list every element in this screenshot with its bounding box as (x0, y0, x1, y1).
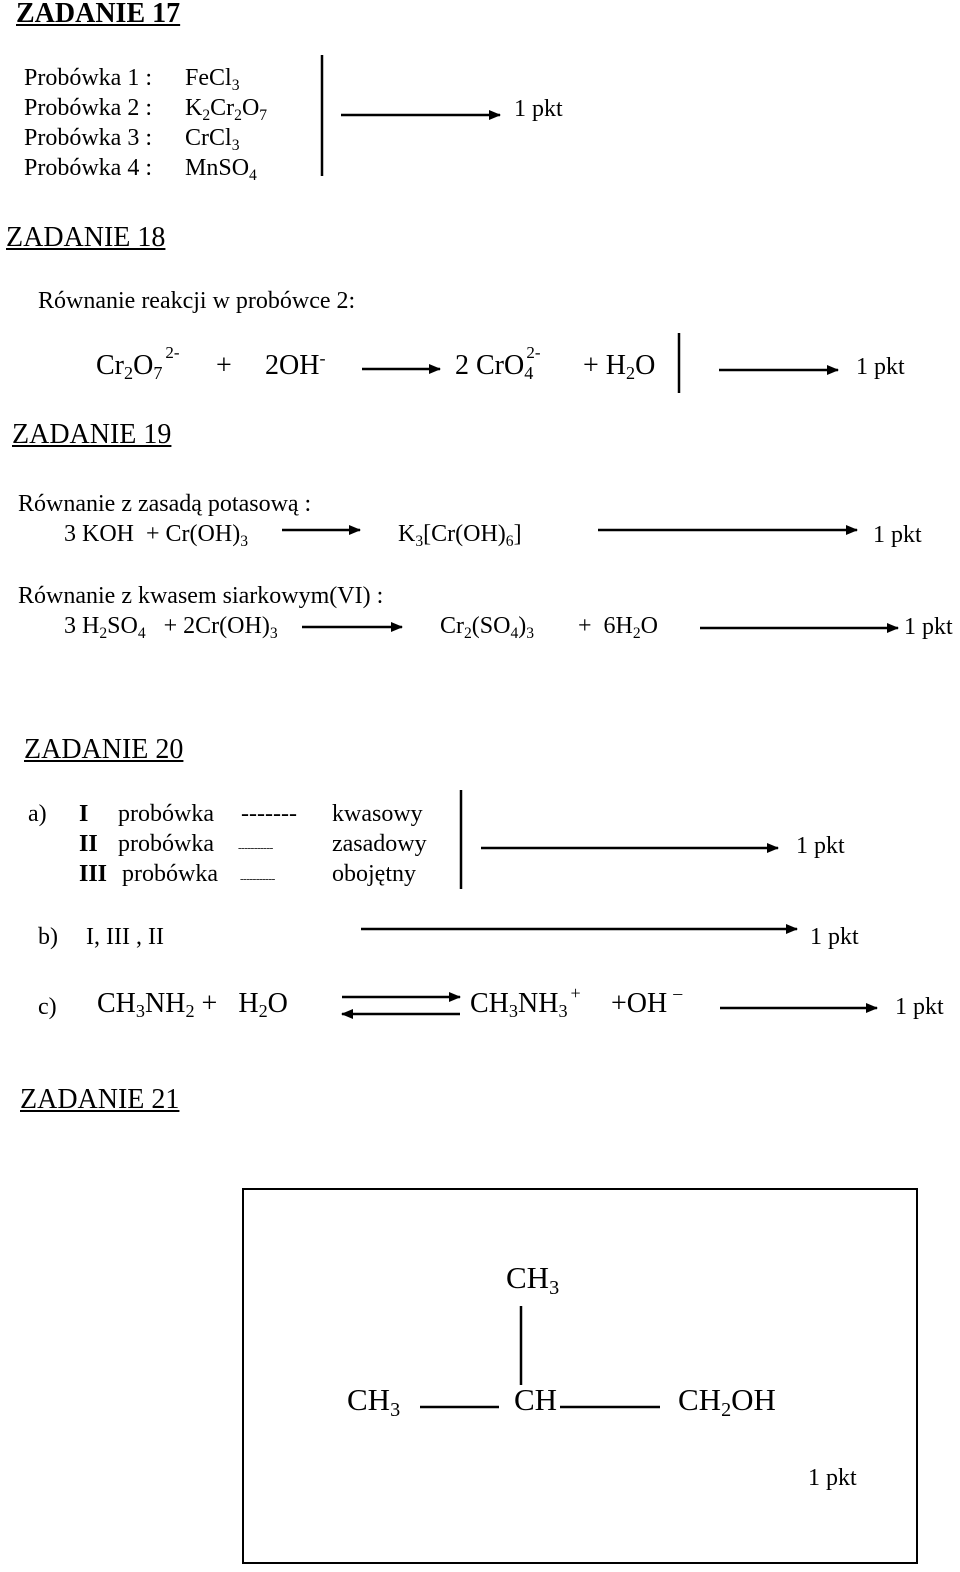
z18-reactant-hydroxide: 2OH- (265, 348, 326, 381)
z18-product-water: + $H_2O$ (583, 350, 656, 384)
z18-title: ZADANIE 18 (6, 222, 166, 253)
z21-right-ch2oh-group: $CH_2OH$ (678, 1382, 776, 1422)
z17-title: ZADANIE 17 (16, 0, 181, 29)
z19-eq1-points: 1 pkt (873, 522, 922, 548)
z18-product-chromate: 2 CrO$_4^{2-}$ (455, 343, 541, 384)
z20a-row-3-dash: ----------- (240, 873, 275, 885)
z21-title: ZADANIE 21 (20, 1084, 180, 1115)
z19-eq2-product-water: + $6H_2O$ (578, 613, 659, 642)
z20a-row-3-number: III (79, 861, 108, 887)
z19-intro-koh: Równanie z zasadą potasową : (18, 491, 312, 517)
z20c-label: c) (38, 994, 57, 1020)
z20a-row-1-word: probówka (118, 801, 214, 827)
z18-intro: Równanie reakcji w probówce 2: (38, 288, 356, 314)
z21-points: 1 pkt (808, 1465, 857, 1491)
z20c-points: 1 pkt (895, 994, 944, 1020)
z20a-row-1-result: kwasowy (332, 801, 423, 827)
z20a-row-2-dash: ----------- (238, 842, 273, 854)
z20a-row-3-word: probówka (122, 861, 218, 887)
z19-title: ZADANIE 19 (12, 419, 172, 450)
z21-top-methyl-group: $CH_3$ (506, 1260, 560, 1300)
z17-tube-3-formula: CrCl$_3$ (185, 125, 240, 154)
z17-tube-1-formula: FeCl$_3$ (185, 65, 240, 94)
z17-tube-1-label: Probówka 1 : (24, 65, 152, 91)
z19-eq2-points: 1 pkt (904, 614, 953, 640)
z20a-row-3-result: obojętny (332, 861, 416, 887)
z20a-row-2-number: II (79, 831, 98, 857)
z17-tube-3-label: Probówka 3 : (24, 125, 152, 151)
z18-plus: + (216, 350, 232, 381)
z20b-points: 1 pkt (810, 924, 859, 950)
z20a-row-1-dash: ------- (241, 801, 297, 827)
z20c-product-ion: $CH_3NH_3^+$ (470, 983, 581, 1022)
z20a-row-2-word: probówka (118, 831, 214, 857)
z20a-row-1-number: I (79, 801, 89, 827)
z18-reactant-dichromate: $Cr_2O_7^{2-}$ (96, 343, 180, 384)
z17-tube-2-formula: $K_2Cr_2O_7$ (185, 95, 268, 124)
z21-center-ch-group: CH (514, 1382, 558, 1417)
z18-points: 1 pkt (856, 354, 905, 380)
z20c-product-hydroxide: +OH – (611, 983, 683, 1019)
z19-eq1-product: $K_3[Cr(OH)_6]$ (398, 521, 522, 550)
z17-tube-2-label: Probówka 2 : (24, 95, 152, 121)
z21-answer-box (242, 1188, 918, 1564)
z17-tube-4-formula: MnSO$_4$ (185, 155, 257, 184)
z19-eq2-product-salt: $Cr_2(SO_4)_3$ (440, 613, 535, 642)
z17-tube-4-label: Probówka 4 : (24, 155, 152, 181)
z20b-answer: I, III , II (86, 924, 164, 950)
z19-eq2-reactants: 3 $H_2SO_4 + 2Cr(OH)_3$ (64, 613, 278, 642)
z21-left-methyl-group: $CH_3$ (347, 1382, 401, 1422)
z20-title: ZADANIE 20 (24, 734, 184, 765)
z20c-reactants: $CH_3NH_2 + H_2O$ (97, 988, 288, 1022)
z19-eq1-reactants: 3 KOH + $Cr(OH)_3$ (64, 521, 248, 550)
z20a-points: 1 pkt (796, 833, 845, 859)
z17-points: 1 pkt (514, 96, 563, 122)
z20b-label: b) (38, 924, 58, 950)
z20a-label: a) (28, 801, 47, 827)
z20a-row-2-result: zasadowy (332, 831, 427, 857)
z19-intro-acid: Równanie z kwasem siarkowym(VI) : (18, 583, 384, 609)
